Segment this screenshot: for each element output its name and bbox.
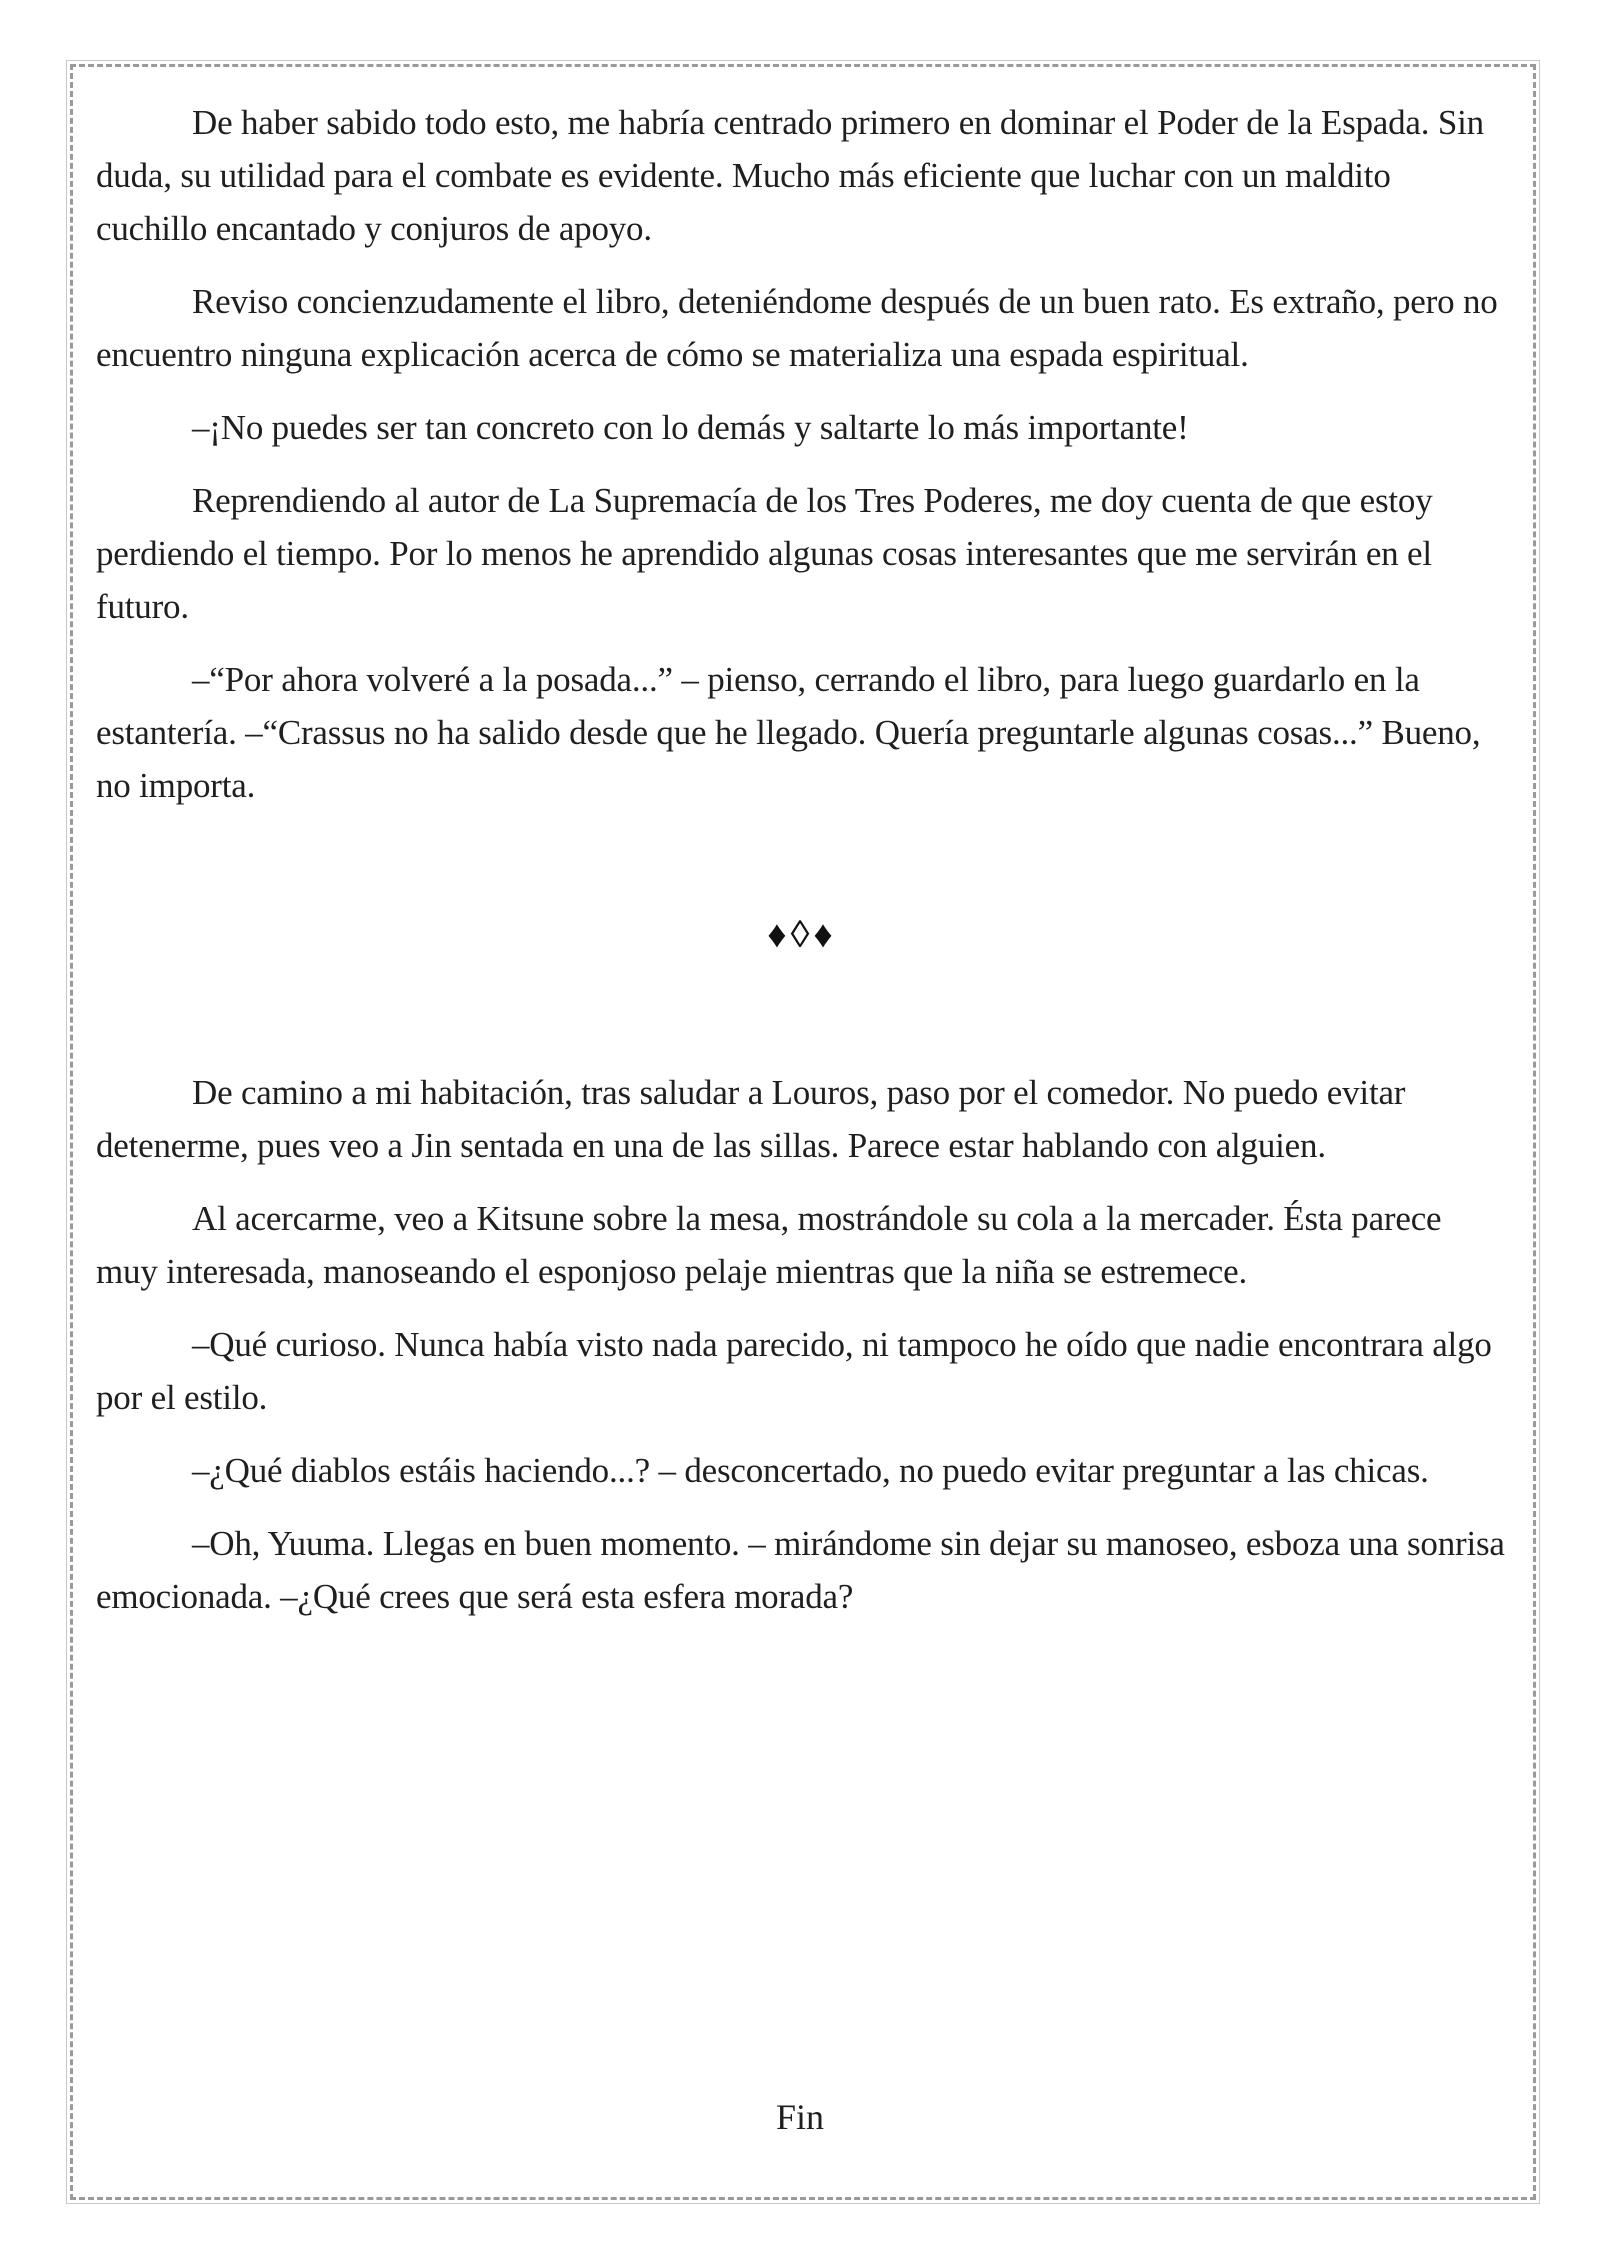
dialogue-paragraph: –Qué curioso. Nunca había visto nada parecido, ni tampoco he oído que nadie encontrara algo por el estilo. bbox=[96, 1325, 1492, 1417]
dialogue-paragraph: –¿Qué diablos estáis haciendo...? – desconcertado, no puedo evitar preguntar a las chicas. bbox=[192, 1451, 1429, 1490]
scene-break-separator: ♦◊♦ bbox=[767, 914, 837, 956]
page-body bbox=[96, 96, 1508, 1643]
paragraph: De camino a mi habitación, tras saludar a Louros, paso por el comedor. No puedo evitar detenerme, pues veo a Jin sentada en una de las sillas. Parece estar hablando con alguien. bbox=[96, 1073, 1406, 1165]
paragraph: Reprendiendo al autor de La Supremacía de los Tres Poderes, me doy cuenta de que estoy perdiendo el tiempo. Por lo menos he aprendido algunas cosas interesantes que me servirán en el futuro. bbox=[96, 481, 1433, 626]
paragraph: Reviso concienzudamente el libro, deteniéndome después de un buen rato. Es extraño, pero no encuentro ninguna explicación acerca de cómo se materializa una espada espiritual. bbox=[96, 282, 1498, 374]
paragraph: De haber sabido todo esto, me habría centrado primero en dominar el Poder de la Espada. Sin duda, su utilidad para el combate es evidente. Mucho más eficiente que luchar con un maldito cuchillo encantado y conjuros de apoyo. bbox=[96, 103, 1484, 248]
dialogue-paragraph: –“Por ahora volveré a la posada...” – pienso, cerrando el libro, para luego guardarlo en la estantería. –“Crassus no ha salido desde que he llegado. Quería preguntarle algunas cosas...” Bueno, no importa. bbox=[96, 660, 1481, 805]
paragraph: Al acercarme, veo a Kitsune sobre la mesa, mostrándole su cola a la mercader. Ésta parece muy interesada, manoseando el esponjoso pelaje mientras que la niña se estremece. bbox=[96, 1199, 1442, 1291]
dialogue-paragraph: –Oh, Yuuma. Llegas en buen momento. – mirándome sin dejar su manoseo, esboza una sonrisa emocionada. –¿Qué crees que será esta esfera morada? bbox=[96, 1524, 1505, 1616]
dialogue-paragraph: –¡No puedes ser tan concreto con lo demás y saltarte lo más importante! bbox=[192, 408, 1189, 447]
chapter-end-label: Fin bbox=[775, 2097, 825, 2137]
